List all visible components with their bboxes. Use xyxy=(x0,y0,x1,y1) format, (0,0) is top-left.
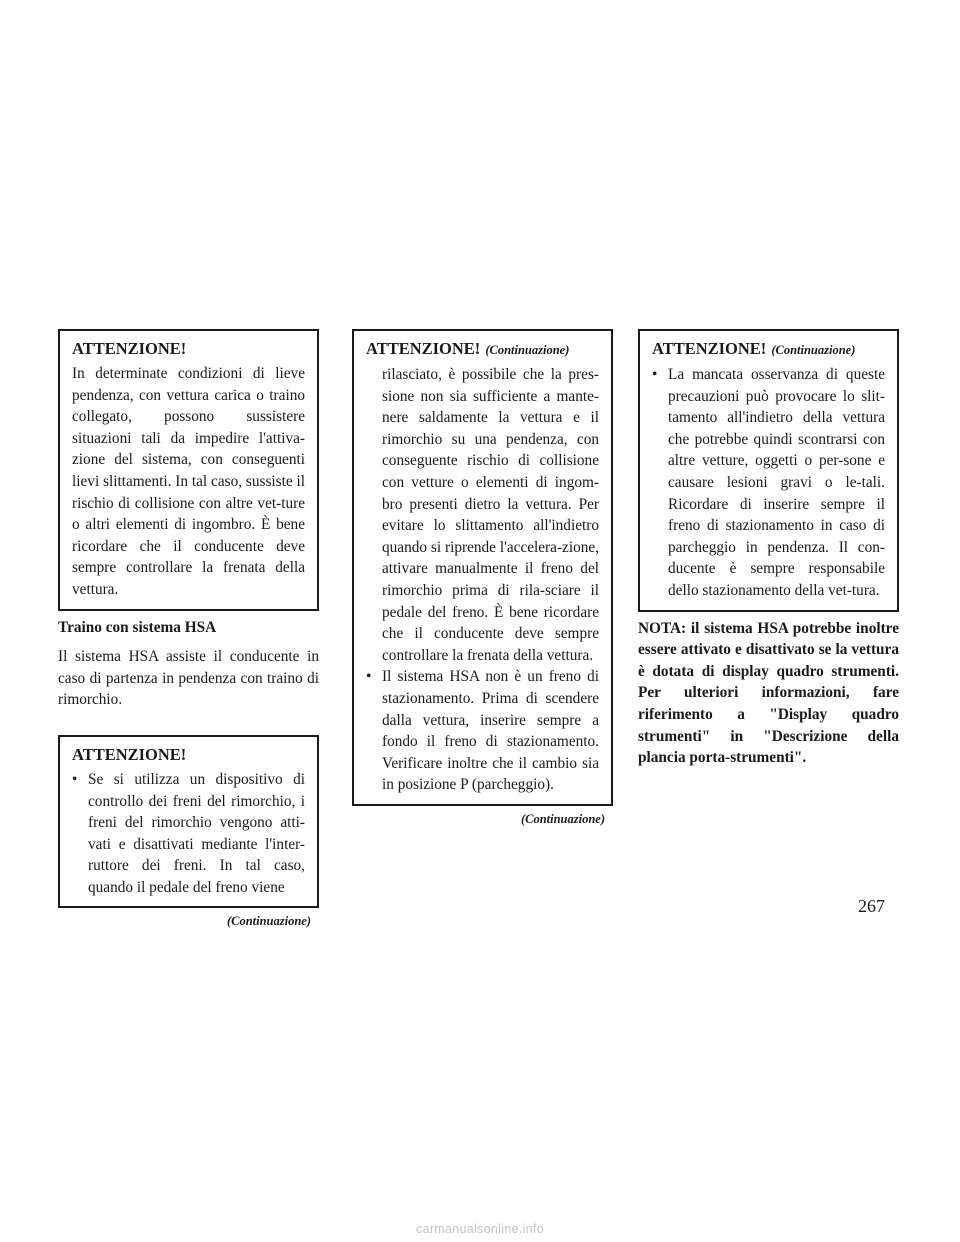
warning-title-continued: (Continuazione) xyxy=(771,343,856,357)
column-3 xyxy=(638,329,899,769)
note-paragraph: NOTA: il sistema HSA potrebbe inoltre essere attivato e disattivato se la vettura è dotata di display quadro strumenti. Per ulteriori informazioni, fare riferimento a "Display quadro strumenti" in "Descrizione della plancia porta-strumenti". xyxy=(638,619,899,767)
page-number: 267 xyxy=(858,896,885,916)
section-heading: Traino con sistema HSA xyxy=(58,618,217,636)
warning-text: In determinate condizioni di lieve pendenza, con vettura carica o traino collegato, possono sussistere situazioni tali da impedire l'attiva-zione del sistema, con conseguenti lievi slittamenti. In tal caso, sussiste il rischio di collisione con altre vet-ture o altri elementi di ingombro. È bene ricordare che il conducente deve sempre controllare la frenata della vettura. xyxy=(72,365,305,598)
warning-title-text: ATTENZIONE! xyxy=(366,339,481,358)
warning-box xyxy=(58,735,319,909)
continued-label: (Continuazione) xyxy=(226,914,311,929)
column-1 xyxy=(58,329,319,930)
warning-continued-text: rilasciato, è possibile che la pres-sione non sia sufficiente a mante-nere saldamente la vettura e il rimorchio su una pendenza, con conseguente rischio di collisione con vetture o elementi di ingom-bro presenti dietro la vettura. Per evitare lo slittamento all'indietro quando si riprende l'accelera-zione, attivare manualmente il freno del rimorchio prima di rila-sciare il pedale del freno. È bene ricordare che il conducente deve sempre controllare la frenata della vettura. xyxy=(382,366,599,664)
warning-title: ATTENZIONE! xyxy=(72,744,187,764)
warning-title: ATTENZIONE! xyxy=(72,339,187,358)
warning-bullet: • Il sistema HSA non è un freno di stazionamento. Prima di scendere dalla vettura, inserire sempre a fondo il freno di stazionamento. Verificare inoltre che il cambio sia in posizione P (parcheggio). xyxy=(366,666,599,796)
warning-title xyxy=(366,337,599,362)
warning-box xyxy=(352,329,613,806)
warning-box xyxy=(638,329,899,612)
column-2 xyxy=(352,329,613,828)
warning-bullet: • Se si utilizza un dispositivo di controllo dei freni del rimorchio, i freni del rimorchio vengono atti-vati e disattivati mediante l'inter-ruttore dei freni. In tal caso, quando il pedale del freno viene xyxy=(72,769,305,899)
warning-box xyxy=(58,329,319,611)
watermark: carmanualsonline.info xyxy=(416,1222,544,1236)
continued-label: (Continuazione) xyxy=(520,811,605,826)
warning-title-continued: (Continuazione) xyxy=(485,343,570,357)
body-paragraph: Il sistema HSA assiste il conducente in caso di partenza in pendenza con traino di rimorchio. xyxy=(58,648,319,709)
warning-bullet: • La mancata osservanza di queste precauzioni può provocare lo slit-tamento all'indietro della vettura che potrebbe quindi scontrarsi con altre vetture, oggetti o per-sone e causare lesioni gravi o le-tali. Ricordare di inserire sempre il freno di stazionamento in caso di parcheggio in pendenza. Il con-ducente è sempre responsabile dello stazionamento della vet-tura. xyxy=(652,364,885,602)
warning-title xyxy=(652,337,885,362)
warning-title-text: ATTENZIONE! xyxy=(652,339,767,358)
